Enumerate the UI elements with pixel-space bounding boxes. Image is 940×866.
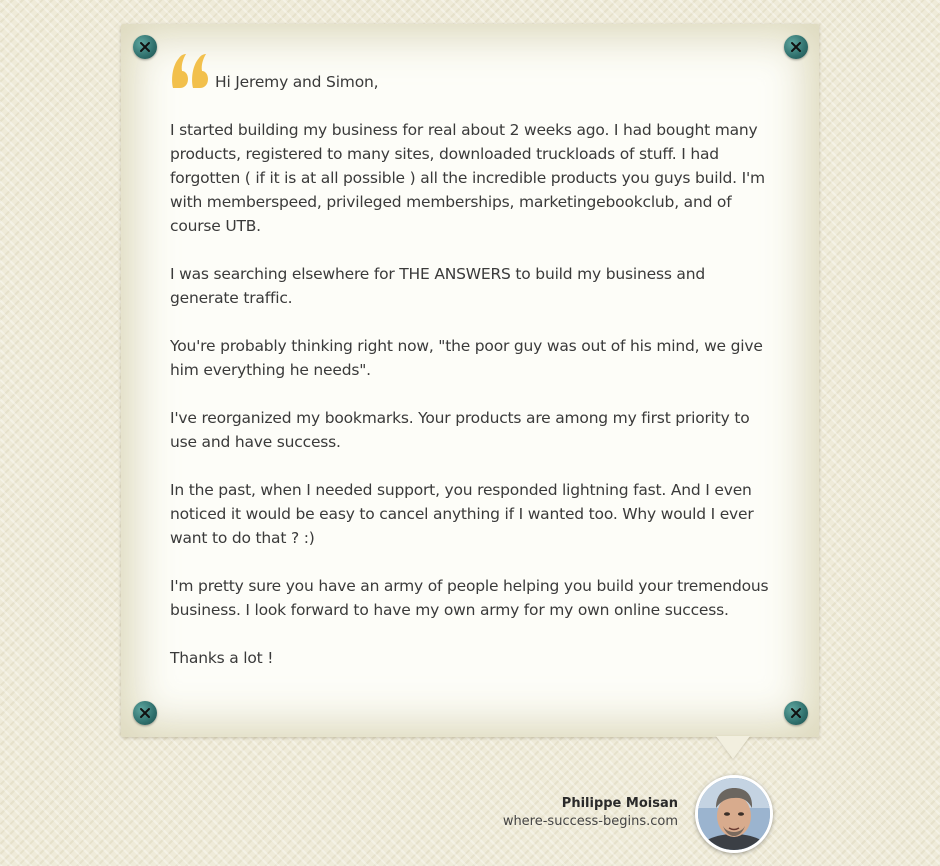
pushpin-icon	[133, 701, 157, 725]
author-info	[503, 795, 678, 831]
avatar	[695, 775, 773, 853]
paragraph: You're probably thinking right now, "the poor guy was out of his mind, we give him everything he needs".	[170, 337, 763, 379]
greeting: Hi Jeremy and Simon,	[215, 73, 379, 91]
paragraph: I was searching elsewhere for THE ANSWERS to build my business and generate traffic.	[170, 265, 705, 307]
author-name: Philippe Moisan	[561, 796, 678, 811]
paragraph: I started building my business for real about 2 weeks ago. I had bought many products, registered to many sites, downloaded truckloads of stuff. I had forgotten ( if it is at all possible ) all the incredible products you guys build. I'm with memberspeed, privileged memberships, marketingebookclub, and of course UTB.	[170, 121, 765, 235]
pushpin-icon	[784, 35, 808, 59]
speech-pointer	[716, 736, 750, 759]
pushpin-icon	[133, 35, 157, 59]
paragraph: I've reorganized my bookmarks. Your products are among my first priority to use and have success.	[170, 409, 750, 451]
author-website: where-success-begins.com	[502, 814, 678, 829]
paragraph: I'm pretty sure you have an army of people helping you build your tremendous business. I look forward to have my own army for my own online success.	[170, 577, 769, 619]
paragraph: In the past, when I needed support, you responded lightning fast. And I even noticed it would be easy to cancel anything if I wanted too. Why would I ever want to do that ? :)	[170, 481, 754, 547]
testimonial-text	[170, 70, 770, 670]
pushpin-icon	[784, 701, 808, 725]
closing-line: Thanks a lot !	[170, 649, 274, 667]
